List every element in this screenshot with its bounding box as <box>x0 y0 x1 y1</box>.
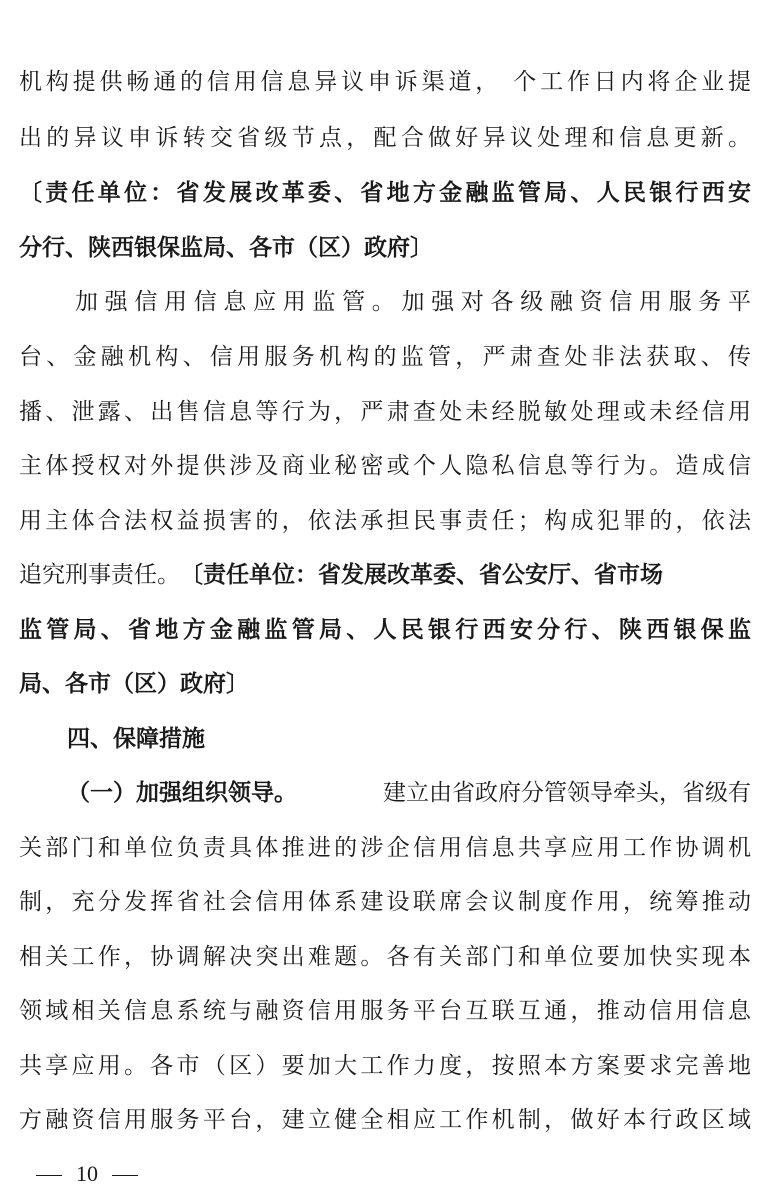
text-line: 主体授权对外提供涉及商业秘密或个人隐私信息等行为。造成信 <box>19 453 751 479</box>
dash-left <box>36 1175 62 1176</box>
text-segment: 建立由省政府分管领导牵头，省级有 <box>383 780 751 806</box>
responsibility-note: 〔责任单位：省发展改革委、省地方金融监管局、人民银行西安 <box>19 180 751 206</box>
text-line: 播、泄露、出售信息等行为，严肃查处未经脱敏处理或未经信用 <box>19 399 751 425</box>
text-line: 用主体合法权益损害的，依法承担民事责任；构成犯罪的，依法 <box>19 508 751 534</box>
text-line: 台、金融机构、信用服务机构的监管，严肃查处非法获取、传 <box>19 344 751 370</box>
text-line: 相关工作，协调解决突出难题。各有关部门和单位要加快实现本 <box>19 944 751 970</box>
text-segment: 追究刑事责任。 <box>19 562 180 588</box>
text-line: 制，充分发挥省社会信用体系建设联席会议制度作用，统筹推动 <box>19 889 751 915</box>
responsibility-note: 局、各市（区）政府〕 <box>19 671 249 697</box>
text-line: 共享应用。各市（区）要加大工作力度，按照本方案要求完善地 <box>19 1053 751 1079</box>
page-number-value: 10 <box>76 1161 98 1186</box>
page-number <box>36 1160 138 1188</box>
dash-right <box>112 1175 138 1176</box>
subsection-title: （一）加强组织领导。 <box>67 780 297 806</box>
responsibility-note: 〔责任单位：省发展改革委、省公安厅、省市场 <box>180 562 663 588</box>
text-line: 加强信用信息应用监管。加强对各级融资信用服务平 <box>19 289 751 315</box>
responsibility-note: 分行、陕西银保监局、各市（区）政府〕 <box>19 235 433 261</box>
text-line: 关部门和单位负责具体推进的涉企信用信息共享应用工作协调机 <box>19 835 751 861</box>
responsibility-note: 监管局、省地方金融监管局、人民银行西安分行、陕西银保监 <box>19 617 751 643</box>
text-line <box>19 560 751 590</box>
text-line <box>67 778 751 808</box>
text-line: 方融资信用服务平台，建立健全相应工作机制，做好本行政区域 <box>19 1107 751 1133</box>
text-line: 出的异议申诉转交省级节点，配合做好异议处理和信息更新。 <box>19 125 751 151</box>
text-line: 机构提供畅通的信用信息异议申诉渠道， 个工作日内将企业提 <box>19 69 751 95</box>
text-line: 领域相关信息系统与融资信用服务平台互联互通，推动信用信息 <box>19 998 751 1024</box>
section-heading: 四、保障措施 <box>67 726 205 752</box>
